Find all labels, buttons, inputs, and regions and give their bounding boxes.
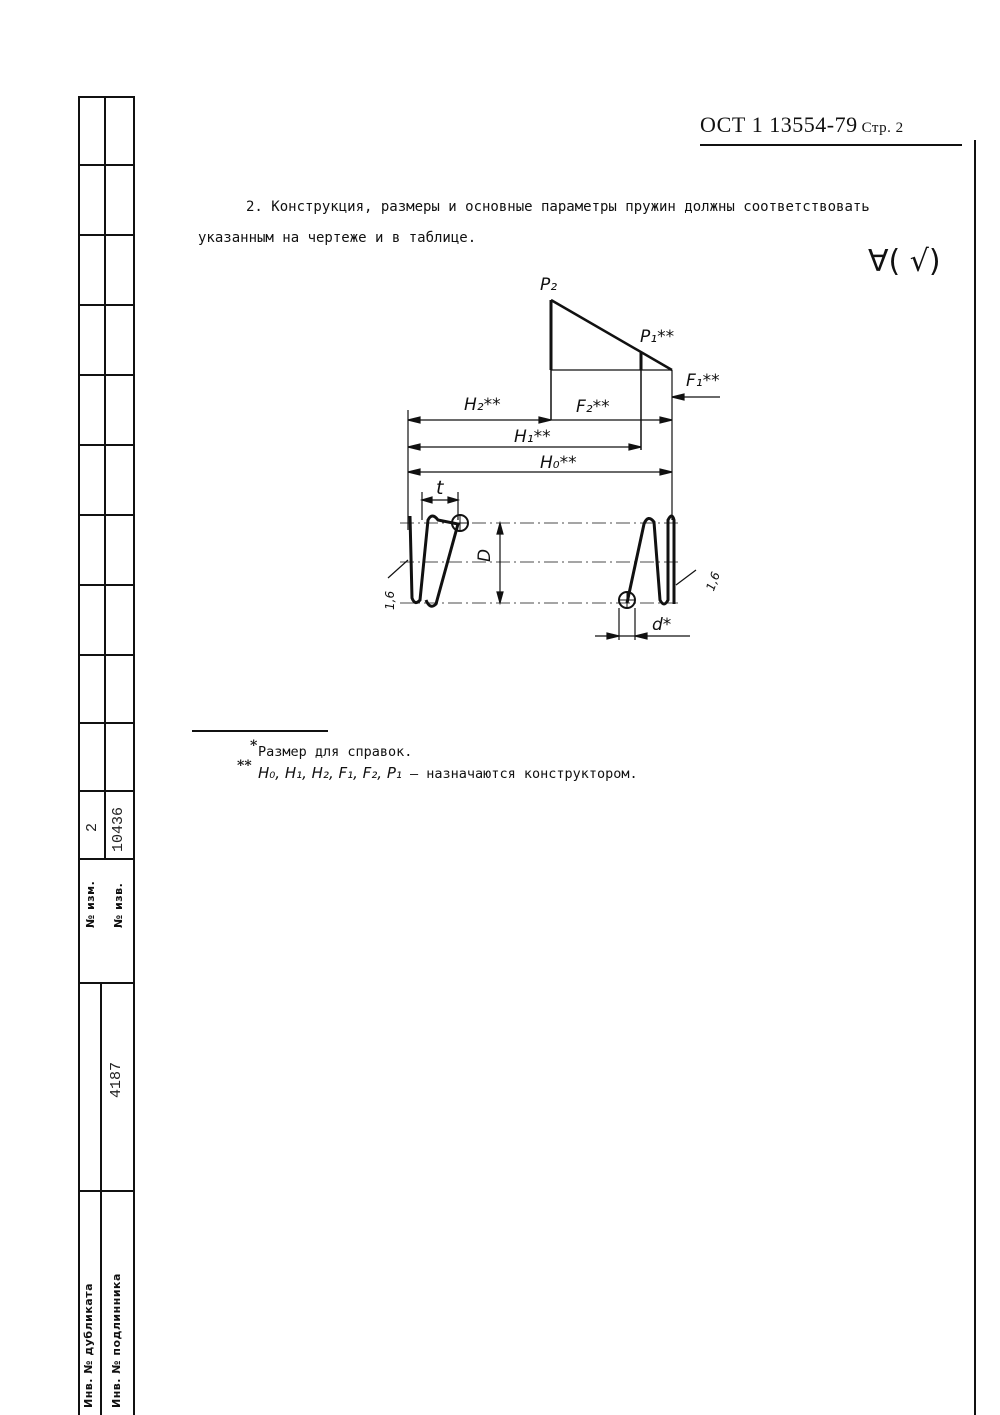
h2-arrow-right [539, 417, 551, 423]
label-p1: P₁** [640, 327, 675, 347]
duplicate-inventory-label: Инв. № дубликата [82, 1282, 95, 1408]
stamp-row [78, 790, 134, 792]
frame-left-inner [133, 96, 135, 1415]
right-coil [627, 516, 674, 604]
standard-number: ОСТ 1 13554-79 [700, 112, 858, 137]
original-inventory-label: Инв. № подлинника [110, 1273, 123, 1408]
frame-col-divider-lower [100, 982, 102, 1415]
footnote-rule [192, 730, 328, 732]
label-p2: P₂ [540, 275, 558, 295]
d-wire-arrow-right [635, 633, 647, 639]
stamp-row [78, 234, 134, 236]
label-chamfer-left: 1,6 [383, 590, 397, 610]
paragraph-line-2: указанным на чертеже и в таблице. [198, 230, 477, 246]
d-arrow-bottom [497, 592, 503, 603]
notice-no-value: 10436 [110, 806, 127, 852]
footnote-1: Размер для справок. [258, 744, 413, 760]
label-d-wire: d* [652, 615, 672, 635]
label-h0: H₀** [540, 453, 577, 473]
change-no-value: 2 [84, 822, 101, 832]
stamp-row [78, 374, 134, 376]
change-no-label: № изм. [84, 880, 97, 928]
frame-right [974, 140, 976, 1415]
d-arrow-top [497, 523, 503, 534]
frame-left-outer [78, 96, 80, 1415]
footnote-2-variables: H₀, H₁, H₂, F₁, F₂, P₁ [258, 764, 402, 782]
left-coil [410, 516, 458, 606]
stamp-row [78, 1190, 134, 1192]
header-underline [700, 144, 962, 146]
label-t: t [436, 477, 444, 499]
frame-top [78, 96, 134, 98]
stamp-row [78, 858, 134, 860]
h0-arrow-right [660, 469, 672, 475]
f2-arrow [660, 417, 672, 423]
h0-arrow-left [408, 469, 420, 475]
stamp-row [78, 654, 134, 656]
surface-roughness-mark: ∀( √) [868, 244, 941, 279]
frame-col-divider [104, 96, 106, 858]
stamp-row [78, 514, 134, 516]
stamp-row [78, 164, 134, 166]
h1-arrow-right [629, 444, 641, 450]
t-arrow-right [448, 497, 458, 503]
chamfer-left-leader [388, 560, 408, 578]
label-f2: F₂** [576, 397, 610, 417]
label-h1: H₁** [514, 427, 551, 447]
paragraph-line-1: 2. Конструкция, размеры и основные параметры пружин должны соответствовать [246, 199, 870, 215]
stamp-row [78, 304, 134, 306]
section-paragraph [198, 192, 938, 254]
footnote-2 [258, 764, 638, 782]
h1-arrow-left [408, 444, 420, 450]
label-chamfer-right: 1,6 [703, 569, 723, 593]
footnote-marker-1: * [250, 738, 258, 754]
original-no-value: 4187 [108, 1061, 125, 1098]
t-arrow-left [422, 497, 432, 503]
chamfer-right-leader [676, 570, 696, 585]
stamp-row [78, 982, 134, 984]
footnote-marker-2: ** [237, 758, 252, 774]
page-header [700, 112, 904, 138]
h2-arrow-left [408, 417, 420, 423]
stamp-row [78, 722, 134, 724]
notice-no-label: № изв. [112, 882, 125, 928]
label-d-outer: D [475, 548, 495, 562]
stamp-row [78, 584, 134, 586]
stamp-row [78, 444, 134, 446]
f1-arrow [672, 394, 684, 400]
spring-drawing [360, 260, 740, 660]
page-number: Стр. 2 [861, 120, 904, 136]
d-wire-arrow-left [607, 633, 619, 639]
label-f1: F₁** [686, 371, 720, 391]
footnote-2-text: – назначаются конструктором. [401, 766, 638, 782]
label-h2: H₂** [464, 395, 501, 415]
